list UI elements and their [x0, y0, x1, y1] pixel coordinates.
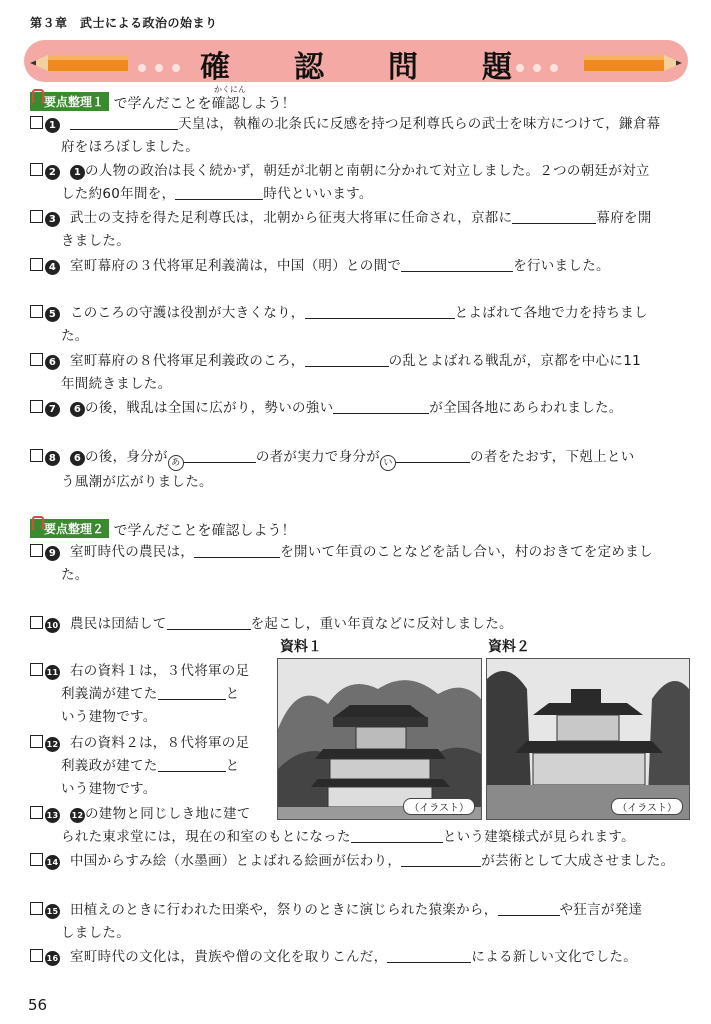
page-title: [200, 42, 512, 85]
mark-a: あ: [168, 455, 184, 471]
answer-blank[interactable]: [305, 304, 455, 319]
pencil-left-icon: [30, 52, 130, 74]
section-tag: 要点整理１: [30, 92, 109, 111]
checkbox[interactable]: [30, 210, 43, 223]
checkbox[interactable]: [30, 806, 43, 819]
chapter-heading: 第３章 武士による政治の始まり: [30, 16, 218, 30]
answer-blank[interactable]: [401, 257, 513, 272]
checkbox[interactable]: [30, 258, 43, 271]
silver-pavilion-illustration: [486, 658, 690, 820]
checkbox[interactable]: [30, 544, 43, 557]
question-4: 4 室町幕府の３代将軍足利義満は，中国（明）との間で を行いました。: [30, 255, 610, 278]
checkbox[interactable]: [30, 400, 43, 413]
question-9: 9 室町時代の農民は， を開いて年貢のことなどを話し合い，村のおきてを定めまし た。: [30, 541, 653, 587]
checkbox[interactable]: [30, 449, 43, 462]
section-instruction: で学んだことを確認しよう！: [113, 523, 296, 539]
checkbox[interactable]: [30, 616, 43, 629]
checkbox[interactable]: [30, 353, 43, 366]
question-15: 15 田植えのときに行われた田楽や，祭りのときに演じられた猿楽から， や狂言が発達 しました。: [30, 899, 642, 945]
answer-blank[interactable]: [351, 828, 443, 843]
checkbox[interactable]: [30, 663, 43, 676]
question-7: 7 6 の後，戦乱は全国に広がり，勢いの強い が全国各地にあらわれました。: [30, 397, 623, 420]
answer-blank[interactable]: [194, 543, 280, 558]
answer-blank[interactable]: [158, 757, 226, 772]
furigana: かくにん: [214, 85, 246, 94]
answer-blank[interactable]: [498, 901, 560, 916]
answer-blank-i[interactable]: [396, 448, 470, 463]
question-8: 8 6 の後，身分が あ の者が実力で身分が い の者をたおす，下剋上とい う風潮が広がりました。: [30, 446, 635, 494]
answer-blank[interactable]: [70, 115, 178, 130]
answer-blank-a[interactable]: [184, 448, 256, 463]
section-instruction: で学んだことを確認しよう！: [113, 96, 296, 112]
answer-blank[interactable]: [158, 685, 226, 700]
banner-dots-right: [516, 57, 567, 76]
answer-blank[interactable]: [387, 948, 471, 963]
figure-label-2: 資料２: [488, 639, 530, 655]
checkbox[interactable]: [30, 902, 43, 915]
title-char: 題: [482, 50, 512, 85]
title-char: 問: [388, 50, 418, 85]
checkbox[interactable]: [30, 949, 43, 962]
checkbox[interactable]: [30, 305, 43, 318]
question-3: 3 武士の支持を得た足利尊氏は，北朝から征夷大将軍に任命され，京都に 幕府を開 きました。: [30, 207, 652, 253]
golden-pavilion-illustration: [277, 658, 482, 820]
answer-blank[interactable]: [305, 352, 389, 367]
figure-caption: （イラスト）: [403, 798, 475, 815]
page-number: 56: [28, 996, 48, 1014]
question-6: 6 室町幕府の８代将軍足利義政のころ， の乱とよばれる戦乱が，京都を中心に11 年間続きました。: [30, 350, 641, 396]
question-10: 10 農民は団結して を起こし，重い年貢などに反対しました。: [30, 613, 513, 636]
answer-blank[interactable]: [167, 615, 251, 630]
section-header-1: [30, 92, 295, 113]
answer-blank[interactable]: [512, 209, 596, 224]
figure-caption: （イラスト）: [611, 798, 683, 815]
question-16: 16 室町時代の文化は，貴族や僧の文化を取りこんだ， による新しい文化でした。: [30, 946, 637, 969]
question-5: 5 このころの守護は役割が大きくなり， とよばれて各地で力を持ちまし た。: [30, 302, 648, 348]
question-14: 14 中国からすみ絵（水墨画）とよばれる絵画が伝わり， が芸術として大成させました。: [30, 850, 674, 873]
checkbox[interactable]: [30, 116, 43, 129]
question-2: 2 1 の人物の政治は長く続かず，朝廷が北朝と南朝に分かれて対立しました。２つの朝廷が対立 した約60年間を， 時代といいます。: [30, 160, 650, 206]
answer-blank[interactable]: [401, 852, 481, 867]
title-char: 確: [200, 50, 230, 85]
answer-blank[interactable]: [333, 399, 429, 414]
question-1: 1 天皇は，執権の北条氏に反感を持つ足利尊氏らの武士を味方につけて，鎌倉幕 府をほろぼしました。: [30, 113, 660, 159]
section-tag: 要点整理２: [30, 519, 109, 538]
checkbox[interactable]: [30, 735, 43, 748]
checkbox[interactable]: [30, 163, 43, 176]
answer-blank[interactable]: [175, 185, 263, 200]
title-char: 認: [294, 50, 324, 85]
section-header-2: [30, 519, 295, 540]
pencil-right-icon: [582, 52, 682, 74]
mark-i: い: [380, 455, 396, 471]
banner-dots-left: [138, 57, 189, 76]
question-11: 11 右の資料１は，３代将軍の足 利義満が建てた と いう建物です。: [30, 660, 249, 729]
question-12: 12 右の資料２は，８代将軍の足 利義政が建てた と いう建物です。: [30, 732, 249, 801]
checkbox[interactable]: [30, 853, 43, 866]
figure-label-1: 資料１: [280, 639, 322, 655]
question-13: 13 12 の建物と同じしき地に建て られた東求堂には，現在の和室のもとになった という建築様式が見られます。: [30, 803, 635, 849]
